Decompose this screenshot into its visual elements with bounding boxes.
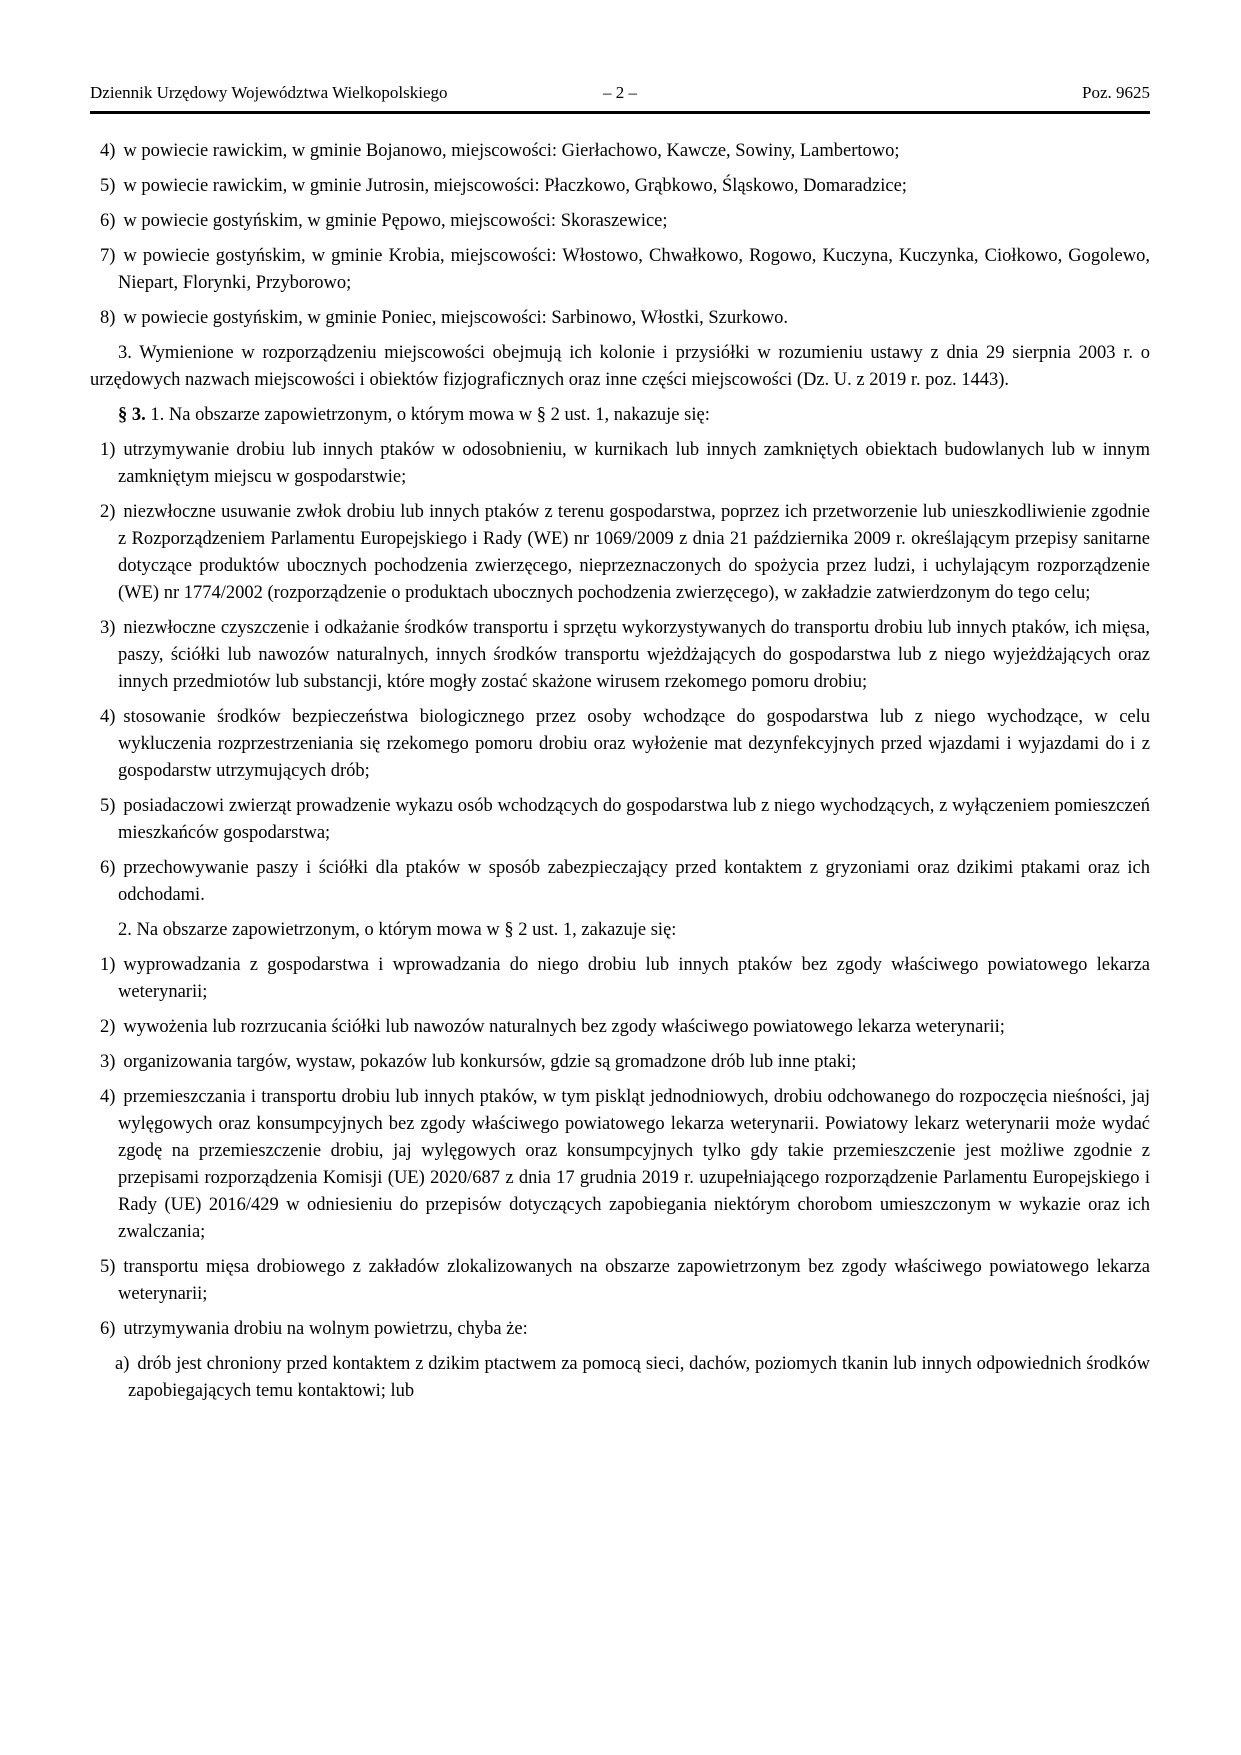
list-item-marker: 2) [100, 1017, 116, 1037]
list-item-text: wywożenia lub rozrzucania ściółki lub nawozów naturalnych bez zgody właściwego powiatowego lekarza weterynarii; [123, 1017, 1005, 1037]
list-item [100, 1316, 1150, 1343]
list-item-text: w powiecie rawickim, w gminie Bojanowo, miejscowości: Gierłachowo, Kawcze, Sowiny, Lambertowo; [123, 141, 900, 161]
list-item [100, 615, 1150, 696]
paragraph-text: 3. Wymienione w rozporządzeniu miejscowości obejmują ich kolonie i przysiółki w rozumieniu ustawy z dnia 29 sierpnia 2003 r. o urzędowych nazwach miejscowości i obiektów fizjograficznych oraz inne części miejscowości (Dz. U. z 2019 r. poz. 1443). [90, 343, 1150, 390]
list-item-text: przechowywanie paszy i ściółki dla ptaków w sposób zabezpieczający przed kontaktem z gryzoniami oraz dzikimi ptakami oraz ich odchodami. [118, 858, 1150, 905]
section-symbol: § 3. [118, 405, 146, 425]
sub-list-item [115, 1351, 1150, 1405]
list-item-text: w powiecie rawickim, w gminie Jutrosin, miejscowości: Płaczkowo, Grąbkowo, Śląskowo, Domaradzice; [123, 176, 907, 196]
list-item [100, 243, 1150, 297]
list-item [100, 1049, 1150, 1076]
paragraph-text: 1. Na obszarze zapowietrzonym, o którym mowa w § 2 ust. 1, nakazuje się: [150, 405, 710, 425]
list-item [100, 1014, 1150, 1041]
list-item-marker: 8) [100, 308, 116, 328]
paragraph-text: 2. Na obszarze zapowietrzonym, o którym mowa w § 2 ust. 1, zakazuje się: [118, 920, 677, 940]
list-item-marker: 3) [100, 618, 116, 638]
list-item-text: niezwłoczne czyszczenie i odkażanie środków transportu i sprzętu wykorzystywanych do transportu drobiu lub innych ptaków, ich mięsa, paszy, ściółki lub nawozów naturalnych, innych środków transportu wjeżdżających do gospodarstwa lub z niego wyjeżdżających oraz innych przedmiotów lub substancji, które mogły zostać skażone wirusem rzekomego pomoru drobiu; [118, 618, 1150, 692]
header-position-number: Poz. 9625 [1082, 83, 1150, 102]
list-item [100, 499, 1150, 607]
list-item-marker: 3) [100, 1052, 116, 1072]
list-item-text: utrzymywanie drobiu lub innych ptaków w odosobnieniu, w kurnikach lub innych zamkniętych obiektach budowlanych lub w innym zamkniętym miejscu w gospodarstwie; [118, 440, 1150, 487]
list-item [100, 305, 1150, 332]
list-item-text: transportu mięsa drobiowego z zakładów zlokalizowanych na obszarze zapowietrzonym bez zgody właściwego powiatowego lekarza weterynarii; [118, 1257, 1150, 1304]
paragraph [90, 917, 1150, 944]
list-item-marker: 4) [100, 1087, 116, 1107]
list-item-marker: a) [115, 1354, 130, 1374]
paragraph [90, 402, 1150, 429]
list-item-text: stosowanie środków bezpieczeństwa biologicznego przez osoby wchodzące do gospodarstwa lub z niego wychodzące, w celu wykluczenia rozprzestrzeniania się rzekomego pomoru drobiu oraz wyłożenie mat dezynfekcyjnych przed wjazdami i wyjazdami do i z gospodarstw utrzymujących drób; [118, 707, 1150, 781]
list-item-text: wyprowadzania z gospodarstwa i wprowadzania do niego drobiu lub innych ptaków bez zgody właściwego powiatowego lekarza weterynarii; [118, 955, 1150, 1002]
list-item-text: niezwłoczne usuwanie zwłok drobiu lub innych ptaków z terenu gospodarstwa, poprzez ich przetworzenie lub unieszkodliwienie zgodnie z Rozporządzeniem Parlamentu Europejskiego i Rady (WE) nr 1069/2009 z dnia 21 października 2009 r. określającym przepisy sanitarne dotyczące produktów ubocznych pochodzenia zwierzęcego, nieprzeznaczonych do spożycia przez ludzi, i uchylającym rozporządzenie (WE) nr 1774/2002 (rozporządzenie o produktach ubocznych pochodzenia zwierzęcego), w zakładzie zatwierdzonym do tego celu; [118, 502, 1150, 603]
list-item [100, 855, 1150, 909]
list-item-text: drób jest chroniony przed kontaktem z dzikim ptactwem za pomocą sieci, dachów, poziomych tkanin lub innych odpowiednich środków zapobiegających temu kontaktowi; lub [128, 1354, 1150, 1401]
list-item [100, 704, 1150, 785]
document-body [90, 138, 1150, 1405]
list-item-text: organizowania targów, wystaw, pokazów lub konkursów, gdzie są gromadzone drób lub inne ptaki; [123, 1052, 857, 1072]
header-page-number: – 2 – [603, 83, 637, 102]
header-divider [90, 111, 1150, 114]
page-header [90, 82, 1150, 103]
list-item-text: w powiecie gostyńskim, w gminie Krobia, miejscowości: Włostowo, Chwałkowo, Rogowo, Kuczyna, Kuczynka, Ciołkowo, Gogolewo, Niepart, Florynki, Przyborowo; [118, 246, 1150, 293]
list-item [100, 437, 1150, 491]
list-item-marker: 4) [100, 141, 116, 161]
list-item-text: utrzymywania drobiu na wolnym powietrzu, chyba że: [123, 1319, 528, 1339]
list-item-marker: 6) [100, 1319, 116, 1339]
list-item [100, 138, 1150, 165]
list-item-marker: 5) [100, 1257, 116, 1277]
header-journal-title: Dziennik Urzędowy Województwa Wielkopolskiego [90, 83, 448, 102]
list-item-marker: 2) [100, 502, 116, 522]
list-item-text: posiadaczowi zwierząt prowadzenie wykazu osób wchodzących do gospodarstwa lub z niego wychodzących, z wyłączeniem pomieszczeń mieszkańców gospodarstwa; [118, 796, 1150, 843]
list-item [100, 793, 1150, 847]
list-item-marker: 7) [100, 246, 116, 266]
list-item [100, 1254, 1150, 1308]
list-item-text: w powiecie gostyńskim, w gminie Pępowo, miejscowości: Skoraszewice; [123, 211, 668, 231]
list-item-marker: 5) [100, 176, 116, 196]
list-item [100, 208, 1150, 235]
list-item-marker: 6) [100, 858, 116, 878]
list-item [100, 173, 1150, 200]
list-item-marker: 1) [100, 955, 116, 975]
paragraph [90, 340, 1150, 394]
list-item-marker: 6) [100, 211, 116, 231]
list-item-text: przemieszczania i transportu drobiu lub innych ptaków, w tym piskląt jednodniowych, drobiu odchowanego do rozpoczęcia nieśności, jaj wylęgowych oraz konsumpcyjnych bez zgody właściwego powiatowego lekarza weterynarii. Powiatowy lekarz weterynarii może wydać zgodę na przemieszczenie drobiu, jaj wylęgowych oraz konsumpcyjnych tylko gdy takie przemieszczenie jest możliwe zgodnie z przepisami rozporządzenia Komisji (UE) 2020/687 z dnia 17 grudnia 2019 r. uzupełniającego rozporządzenie Parlamentu Europejskiego i Rady (UE) 2016/429 w odniesieniu do przepisów dotyczących zapobiegania niektórym chorobom umieszczonym w wykazie oraz ich zwalczania; [118, 1087, 1150, 1242]
list-item-marker: 4) [100, 707, 116, 727]
list-item [100, 952, 1150, 1006]
list-item [100, 1084, 1150, 1246]
list-item-text: w powiecie gostyńskim, w gminie Poniec, miejscowości: Sarbinowo, Włostki, Szurkowo. [123, 308, 788, 328]
list-item-marker: 5) [100, 796, 116, 816]
list-item-marker: 1) [100, 440, 116, 460]
